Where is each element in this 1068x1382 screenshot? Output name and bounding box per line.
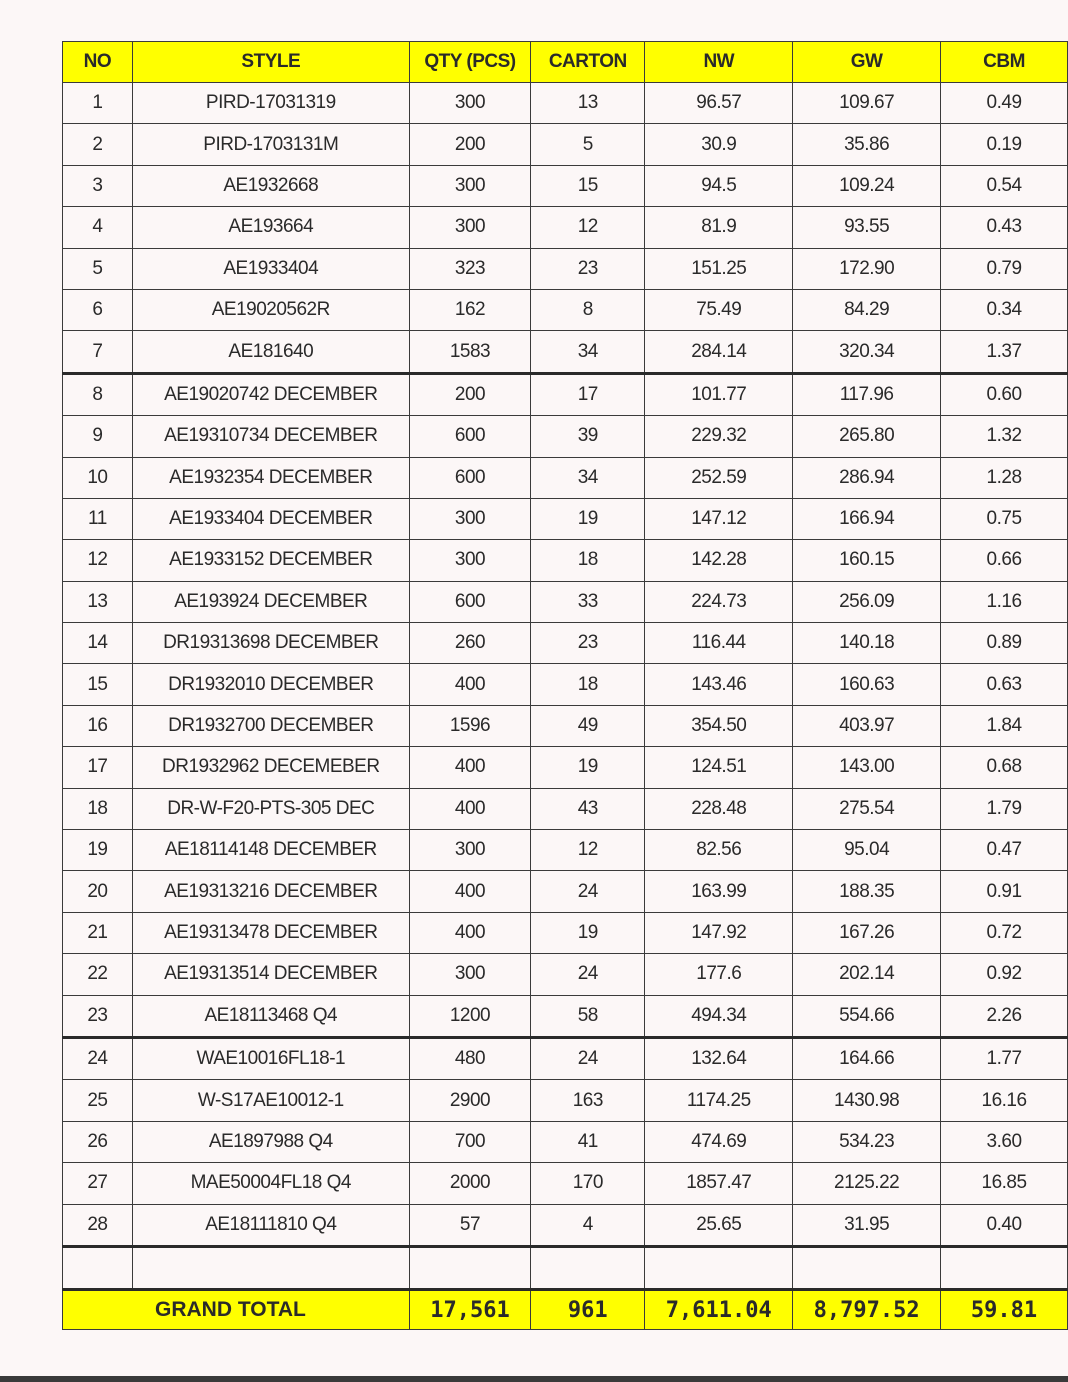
cell-style: AE1932668 [132, 165, 409, 206]
cell-carton: 58 [531, 995, 645, 1037]
cell-nw: 143.46 [645, 664, 793, 705]
cell-qty: 600 [409, 416, 530, 457]
cell-carton: 170 [531, 1163, 645, 1204]
cell-cbm: 0.91 [941, 871, 1068, 912]
blank-row [63, 1246, 1068, 1289]
cell-cbm: 1.84 [941, 705, 1068, 746]
cell-gw: 172.90 [793, 248, 941, 289]
table-row [63, 248, 1068, 289]
cell-carton: 24 [531, 1037, 645, 1079]
cell-style: MAE50004FL18 Q4 [132, 1163, 409, 1204]
cell-style: PIRD-17031319 [132, 83, 409, 124]
cell-nw: 101.77 [645, 373, 793, 415]
cell-nw: 151.25 [645, 248, 793, 289]
blank-cell [941, 1246, 1068, 1289]
cell-cbm: 0.89 [941, 623, 1068, 664]
cell-qty: 400 [409, 871, 530, 912]
table-row [63, 788, 1068, 829]
cell-no: 25 [63, 1080, 133, 1121]
cell-qty: 300 [409, 498, 530, 539]
cell-qty: 300 [409, 540, 530, 581]
grand-total-gw: 8,797.52 [793, 1290, 941, 1330]
table-row [63, 457, 1068, 498]
cell-cbm: 0.43 [941, 207, 1068, 248]
cell-no: 6 [63, 289, 133, 330]
cell-carton: 41 [531, 1121, 645, 1162]
cell-gw: 554.66 [793, 995, 941, 1037]
cell-nw: 132.64 [645, 1037, 793, 1079]
cell-carton: 24 [531, 954, 645, 995]
cell-gw: 320.34 [793, 331, 941, 373]
cell-gw: 275.54 [793, 788, 941, 829]
header-row [63, 42, 1068, 83]
cell-gw: 202.14 [793, 954, 941, 995]
cell-gw: 109.24 [793, 165, 941, 206]
cell-carton: 18 [531, 664, 645, 705]
cell-gw: 95.04 [793, 830, 941, 871]
cell-nw: 25.65 [645, 1204, 793, 1246]
cell-no: 9 [63, 416, 133, 457]
table-row [63, 1204, 1068, 1246]
cell-nw: 163.99 [645, 871, 793, 912]
header-no: NO [63, 42, 133, 83]
cell-carton: 8 [531, 289, 645, 330]
cell-style: AE18111810 Q4 [132, 1204, 409, 1246]
table-row [63, 623, 1068, 664]
cell-no: 7 [63, 331, 133, 373]
cell-gw: 534.23 [793, 1121, 941, 1162]
cell-gw: 265.80 [793, 416, 941, 457]
grand-total-nw: 7,611.04 [645, 1290, 793, 1330]
blank-cell [531, 1246, 645, 1289]
cell-no: 10 [63, 457, 133, 498]
cell-gw: 140.18 [793, 623, 941, 664]
cell-gw: 403.97 [793, 705, 941, 746]
cell-carton: 33 [531, 581, 645, 622]
cell-nw: 229.32 [645, 416, 793, 457]
cell-qty: 300 [409, 83, 530, 124]
cell-style: PIRD-1703131M [132, 124, 409, 165]
cell-carton: 4 [531, 1204, 645, 1246]
cell-qty: 400 [409, 664, 530, 705]
cell-carton: 34 [531, 331, 645, 373]
cell-no: 17 [63, 747, 133, 788]
cell-cbm: 0.72 [941, 912, 1068, 953]
cell-style: AE1897988 Q4 [132, 1121, 409, 1162]
table-row [63, 331, 1068, 373]
table-row [63, 289, 1068, 330]
cell-no: 15 [63, 664, 133, 705]
cell-cbm: 0.47 [941, 830, 1068, 871]
cell-nw: 228.48 [645, 788, 793, 829]
cell-no: 22 [63, 954, 133, 995]
cell-qty: 480 [409, 1037, 530, 1079]
cell-cbm: 2.26 [941, 995, 1068, 1037]
cell-carton: 12 [531, 207, 645, 248]
cell-nw: 75.49 [645, 289, 793, 330]
cell-style: DR1932962 DECEMEBER [132, 747, 409, 788]
cell-nw: 96.57 [645, 83, 793, 124]
cell-style: AE19020742 DECEMBER [132, 373, 409, 415]
cell-nw: 494.34 [645, 995, 793, 1037]
cell-qty: 400 [409, 788, 530, 829]
header-qty: QTY (PCS) [409, 42, 530, 83]
cell-nw: 474.69 [645, 1121, 793, 1162]
cell-gw: 93.55 [793, 207, 941, 248]
cell-nw: 252.59 [645, 457, 793, 498]
cell-style: AE193664 [132, 207, 409, 248]
cell-gw: 286.94 [793, 457, 941, 498]
cell-no: 21 [63, 912, 133, 953]
cell-gw: 35.86 [793, 124, 941, 165]
cell-carton: 5 [531, 124, 645, 165]
grand-total-label: GRAND TOTAL [63, 1290, 410, 1330]
cell-no: 14 [63, 623, 133, 664]
cell-cbm: 1.79 [941, 788, 1068, 829]
grand-total-row [63, 1290, 1068, 1330]
cell-no: 1 [63, 83, 133, 124]
cell-qty: 260 [409, 623, 530, 664]
cell-qty: 300 [409, 165, 530, 206]
cell-carton: 34 [531, 457, 645, 498]
cell-nw: 81.9 [645, 207, 793, 248]
table-row [63, 165, 1068, 206]
cell-cbm: 0.63 [941, 664, 1068, 705]
blank-cell [63, 1246, 133, 1289]
cell-cbm: 0.79 [941, 248, 1068, 289]
cell-qty: 2900 [409, 1080, 530, 1121]
cell-nw: 124.51 [645, 747, 793, 788]
table-row [63, 747, 1068, 788]
blank-cell [793, 1246, 941, 1289]
cell-style: AE1933404 [132, 248, 409, 289]
table-row [63, 581, 1068, 622]
cell-no: 24 [63, 1037, 133, 1079]
cell-gw: 256.09 [793, 581, 941, 622]
cell-no: 12 [63, 540, 133, 581]
cell-carton: 19 [531, 498, 645, 539]
cell-cbm: 1.16 [941, 581, 1068, 622]
bottom-divider [0, 1376, 1068, 1382]
cell-no: 5 [63, 248, 133, 289]
cell-cbm: 1.28 [941, 457, 1068, 498]
cell-qty: 1596 [409, 705, 530, 746]
header-carton: CARTON [531, 42, 645, 83]
cell-cbm: 16.16 [941, 1080, 1068, 1121]
cell-gw: 109.67 [793, 83, 941, 124]
cell-carton: 19 [531, 912, 645, 953]
cell-nw: 147.12 [645, 498, 793, 539]
cell-no: 20 [63, 871, 133, 912]
cell-no: 28 [63, 1204, 133, 1246]
packing-list-table [62, 41, 1068, 1330]
table-row [63, 83, 1068, 124]
table-row [63, 912, 1068, 953]
cell-cbm: 0.66 [941, 540, 1068, 581]
cell-style: DR19313698 DECEMBER [132, 623, 409, 664]
table-row [63, 954, 1068, 995]
cell-qty: 2000 [409, 1163, 530, 1204]
header-cbm: CBM [941, 42, 1068, 83]
cell-carton: 23 [531, 623, 645, 664]
cell-carton: 13 [531, 83, 645, 124]
table-row [63, 540, 1068, 581]
cell-carton: 17 [531, 373, 645, 415]
blank-cell [409, 1246, 530, 1289]
cell-nw: 30.9 [645, 124, 793, 165]
header-nw: NW [645, 42, 793, 83]
cell-cbm: 0.75 [941, 498, 1068, 539]
cell-style: W-S17AE10012-1 [132, 1080, 409, 1121]
cell-carton: 163 [531, 1080, 645, 1121]
cell-qty: 400 [409, 912, 530, 953]
table-row [63, 871, 1068, 912]
cell-carton: 49 [531, 705, 645, 746]
cell-style: AE1933152 DECEMBER [132, 540, 409, 581]
cell-cbm: 0.92 [941, 954, 1068, 995]
cell-gw: 2125.22 [793, 1163, 941, 1204]
cell-style: AE193924 DECEMBER [132, 581, 409, 622]
cell-style: WAE10016FL18-1 [132, 1037, 409, 1079]
cell-no: 19 [63, 830, 133, 871]
cell-cbm: 1.32 [941, 416, 1068, 457]
cell-cbm: 1.37 [941, 331, 1068, 373]
table-row [63, 830, 1068, 871]
cell-qty: 600 [409, 581, 530, 622]
cell-nw: 177.6 [645, 954, 793, 995]
cell-style: AE1933404 DECEMBER [132, 498, 409, 539]
cell-nw: 147.92 [645, 912, 793, 953]
cell-cbm: 16.85 [941, 1163, 1068, 1204]
table-row [63, 705, 1068, 746]
cell-nw: 94.5 [645, 165, 793, 206]
cell-nw: 142.28 [645, 540, 793, 581]
cell-gw: 188.35 [793, 871, 941, 912]
grand-total-carton: 961 [531, 1290, 645, 1330]
cell-qty: 200 [409, 124, 530, 165]
cell-nw: 284.14 [645, 331, 793, 373]
cell-gw: 164.66 [793, 1037, 941, 1079]
cell-no: 4 [63, 207, 133, 248]
table-row [63, 416, 1068, 457]
table-body [63, 83, 1068, 1330]
table-row [63, 995, 1068, 1037]
table-row [63, 498, 1068, 539]
table-row [63, 1163, 1068, 1204]
cell-cbm: 1.77 [941, 1037, 1068, 1079]
cell-carton: 15 [531, 165, 645, 206]
cell-qty: 700 [409, 1121, 530, 1162]
cell-no: 26 [63, 1121, 133, 1162]
cell-gw: 1430.98 [793, 1080, 941, 1121]
cell-style: AE19020562R [132, 289, 409, 330]
cell-carton: 23 [531, 248, 645, 289]
cell-style: DR-W-F20-PTS-305 DEC [132, 788, 409, 829]
cell-no: 3 [63, 165, 133, 206]
cell-cbm: 0.60 [941, 373, 1068, 415]
cell-no: 13 [63, 581, 133, 622]
table-row [63, 1121, 1068, 1162]
cell-style: AE19313514 DECEMBER [132, 954, 409, 995]
cell-nw: 1174.25 [645, 1080, 793, 1121]
cell-qty: 57 [409, 1204, 530, 1246]
cell-carton: 19 [531, 747, 645, 788]
cell-gw: 167.26 [793, 912, 941, 953]
cell-qty: 300 [409, 830, 530, 871]
cell-carton: 24 [531, 871, 645, 912]
cell-cbm: 0.40 [941, 1204, 1068, 1246]
cell-no: 2 [63, 124, 133, 165]
cell-style: AE1932354 DECEMBER [132, 457, 409, 498]
cell-gw: 160.63 [793, 664, 941, 705]
cell-style: DR1932700 DECEMBER [132, 705, 409, 746]
cell-nw: 82.56 [645, 830, 793, 871]
table-row [63, 373, 1068, 415]
cell-cbm: 0.68 [941, 747, 1068, 788]
cell-style: AE19313478 DECEMBER [132, 912, 409, 953]
table-row [63, 207, 1068, 248]
cell-no: 16 [63, 705, 133, 746]
cell-qty: 1583 [409, 331, 530, 373]
grand-total-cbm: 59.81 [941, 1290, 1068, 1330]
cell-qty: 600 [409, 457, 530, 498]
cell-no: 27 [63, 1163, 133, 1204]
cell-style: AE19310734 DECEMBER [132, 416, 409, 457]
cell-qty: 400 [409, 747, 530, 788]
table-row [63, 1037, 1068, 1079]
cell-style: AE181640 [132, 331, 409, 373]
cell-nw: 354.50 [645, 705, 793, 746]
cell-gw: 31.95 [793, 1204, 941, 1246]
cell-cbm: 0.49 [941, 83, 1068, 124]
cell-gw: 117.96 [793, 373, 941, 415]
table-row [63, 1080, 1068, 1121]
cell-style: AE19313216 DECEMBER [132, 871, 409, 912]
cell-qty: 200 [409, 373, 530, 415]
cell-carton: 18 [531, 540, 645, 581]
cell-gw: 143.00 [793, 747, 941, 788]
cell-nw: 1857.47 [645, 1163, 793, 1204]
cell-cbm: 3.60 [941, 1121, 1068, 1162]
cell-qty: 300 [409, 954, 530, 995]
cell-carton: 12 [531, 830, 645, 871]
cell-cbm: 0.19 [941, 124, 1068, 165]
cell-carton: 39 [531, 416, 645, 457]
cell-no: 8 [63, 373, 133, 415]
cell-no: 23 [63, 995, 133, 1037]
cell-nw: 116.44 [645, 623, 793, 664]
cell-cbm: 0.34 [941, 289, 1068, 330]
blank-cell [645, 1246, 793, 1289]
header-style: STYLE [132, 42, 409, 83]
blank-cell [132, 1246, 409, 1289]
cell-style: AE18113468 Q4 [132, 995, 409, 1037]
cell-qty: 300 [409, 207, 530, 248]
cell-gw: 160.15 [793, 540, 941, 581]
cell-cbm: 0.54 [941, 165, 1068, 206]
cell-no: 18 [63, 788, 133, 829]
table-row [63, 124, 1068, 165]
cell-no: 11 [63, 498, 133, 539]
cell-carton: 43 [531, 788, 645, 829]
table-row [63, 664, 1068, 705]
cell-gw: 84.29 [793, 289, 941, 330]
cell-qty: 323 [409, 248, 530, 289]
cell-qty: 162 [409, 289, 530, 330]
cell-nw: 224.73 [645, 581, 793, 622]
cell-style: AE18114148 DECEMBER [132, 830, 409, 871]
cell-style: DR1932010 DECEMBER [132, 664, 409, 705]
cell-gw: 166.94 [793, 498, 941, 539]
header-gw: GW [793, 42, 941, 83]
cell-qty: 1200 [409, 995, 530, 1037]
grand-total-qty: 17,561 [409, 1290, 530, 1330]
